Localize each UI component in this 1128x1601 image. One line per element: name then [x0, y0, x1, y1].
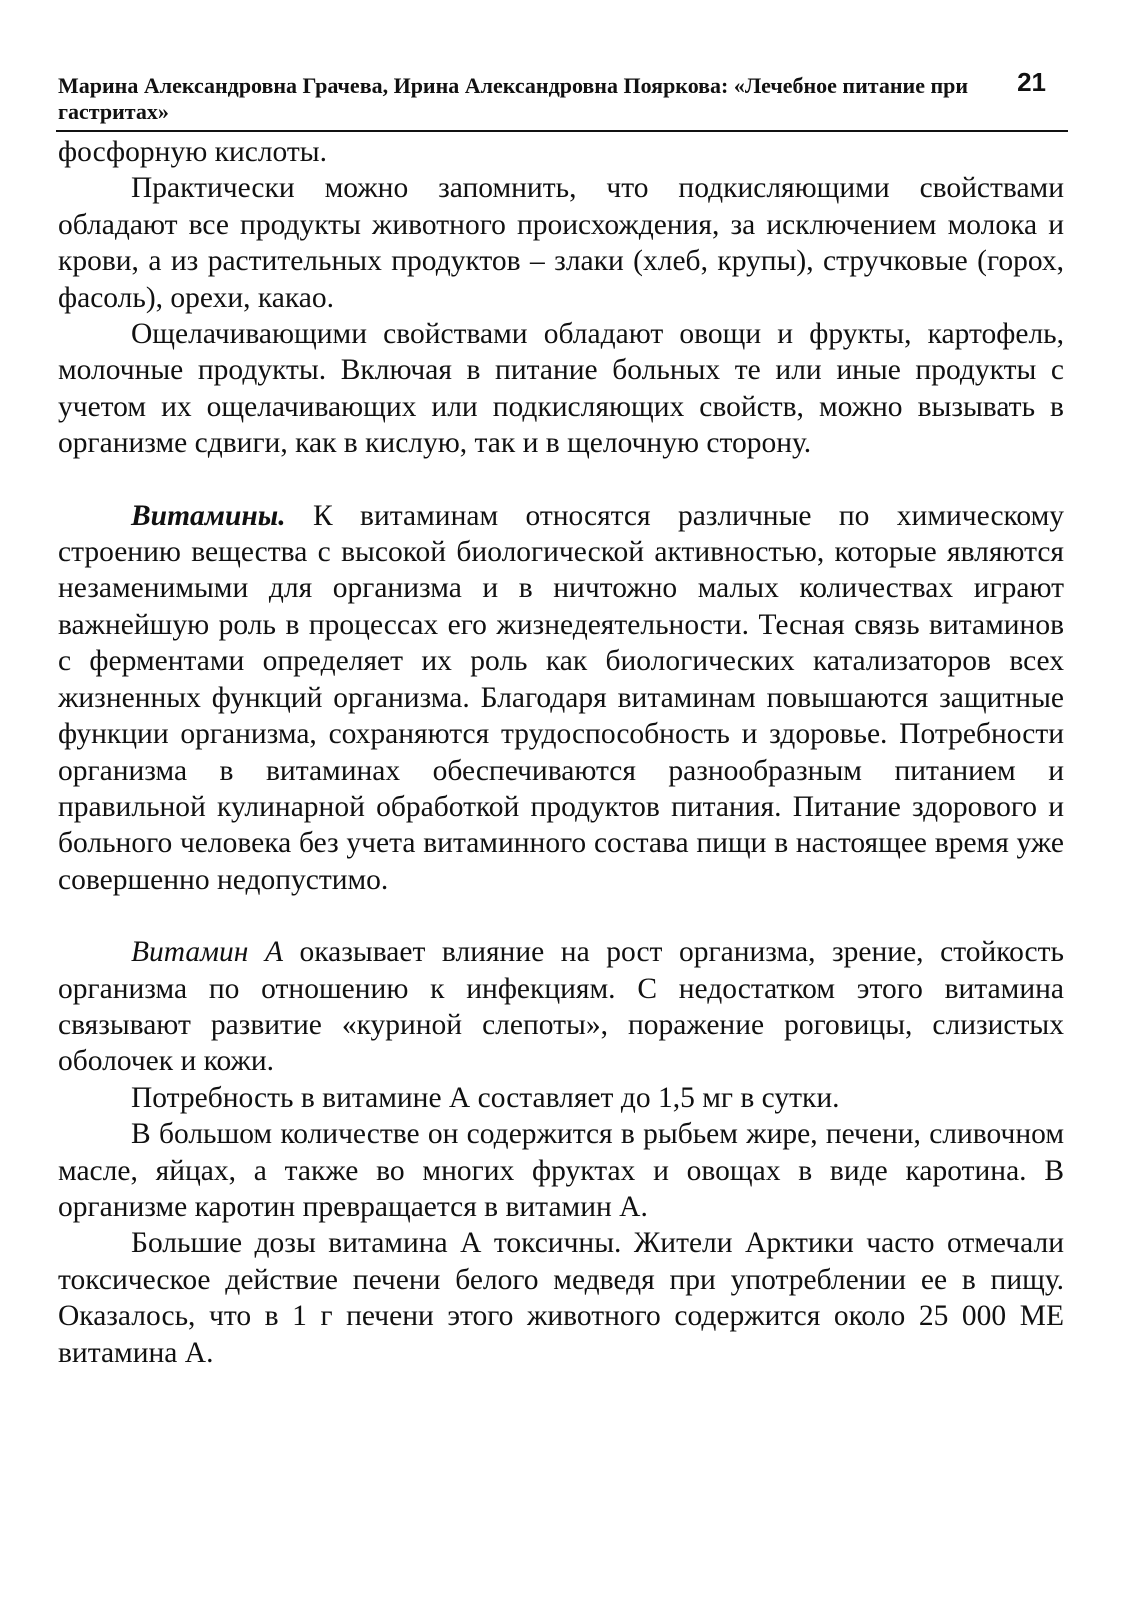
paragraph-vitamin-a-text: оказывает влияние на рост организма, зрение, стойкость организма по отношению к инфекциям. С недостатком этого витамина связывают развитие «куриной слепоты», поражение роговицы, слизистых оболочек и кожи.	[58, 936, 1064, 1078]
header-divider	[56, 130, 1068, 132]
term-vitamins: Витамины.	[131, 499, 286, 532]
term-vitamin-a: Витамин А	[131, 936, 283, 969]
paragraph-5: Потребность в витамине А составляет до 1,5 мг в сутки.	[131, 1081, 840, 1114]
running-header	[58, 67, 1064, 125]
paragraph-vitamins	[58, 498, 1064, 898]
document-body	[58, 134, 1064, 1371]
paragraph-6: В большом количестве он содержится в рыбьем жире, печени, сливочном масле, яйцах, а также во многих фруктах и овощах в виде каротина. В организме каротин превращается в витамин А.	[58, 1118, 1064, 1223]
paragraph-vitamins-text: К витаминам относятся различные по химическому строению вещества с высокой биологической активностью, которые являются незаменимыми для организма и в ничтожно малых количествах играют важнейшую роль в процессах его жизнедеятельности. Тесная связь витаминов с ферментами определяет их роль как биологических катализаторов всех жизненных функций организма. Благодаря витаминам повышаются защитные функции организма, сохраняются трудоспособность и здоровье. Потребности организма в витаминах обеспечиваются разнообразным питанием и правильной кулинарной обработкой продуктов питания. Питание здорового и больного человека без учета витаминного состава пищи в настоящее время уже совершенно недопустимо.	[58, 499, 1064, 896]
paragraph-7: Большие дозы витамина А токсичны. Жители Арктики часто отмечали токсическое действие печени белого медведя при употреблении ее в пищу. Оказалось, что в 1 г печени этого животного содержится около 25 000 МЕ витамина А.	[58, 1227, 1064, 1369]
paragraph-gap	[58, 462, 1064, 498]
paragraph-2: Ощелачивающими свойствами обладают овощи и фрукты, картофель, молочные продукты. Включая в питание больных те или иные продукты с учетом их ощелачивающих или подкисляющих свойств, можно вызывать в организме сдвиги, как в кислую, так и в щелочную сторону.	[58, 318, 1064, 460]
header-title: Марина Александровна Грачева, Ирина Александровна Пояркова: «Лечебное питание при гастритах»	[58, 73, 969, 124]
paragraph-vitamin-a	[58, 934, 1064, 1080]
page-number: 21	[1017, 67, 1046, 97]
paragraph-0: фосфорную кислоты.	[58, 136, 328, 168]
paragraph-gap	[58, 898, 1064, 934]
paragraph-1: Практически можно запомнить, что подкисляющими свойствами обладают все продукты животного происхождения, за исключением молока и крови, а из растительных продуктов – злаки (хлеб, крупы), стручковые (горох, фасоль), орехи, какао.	[58, 172, 1064, 314]
